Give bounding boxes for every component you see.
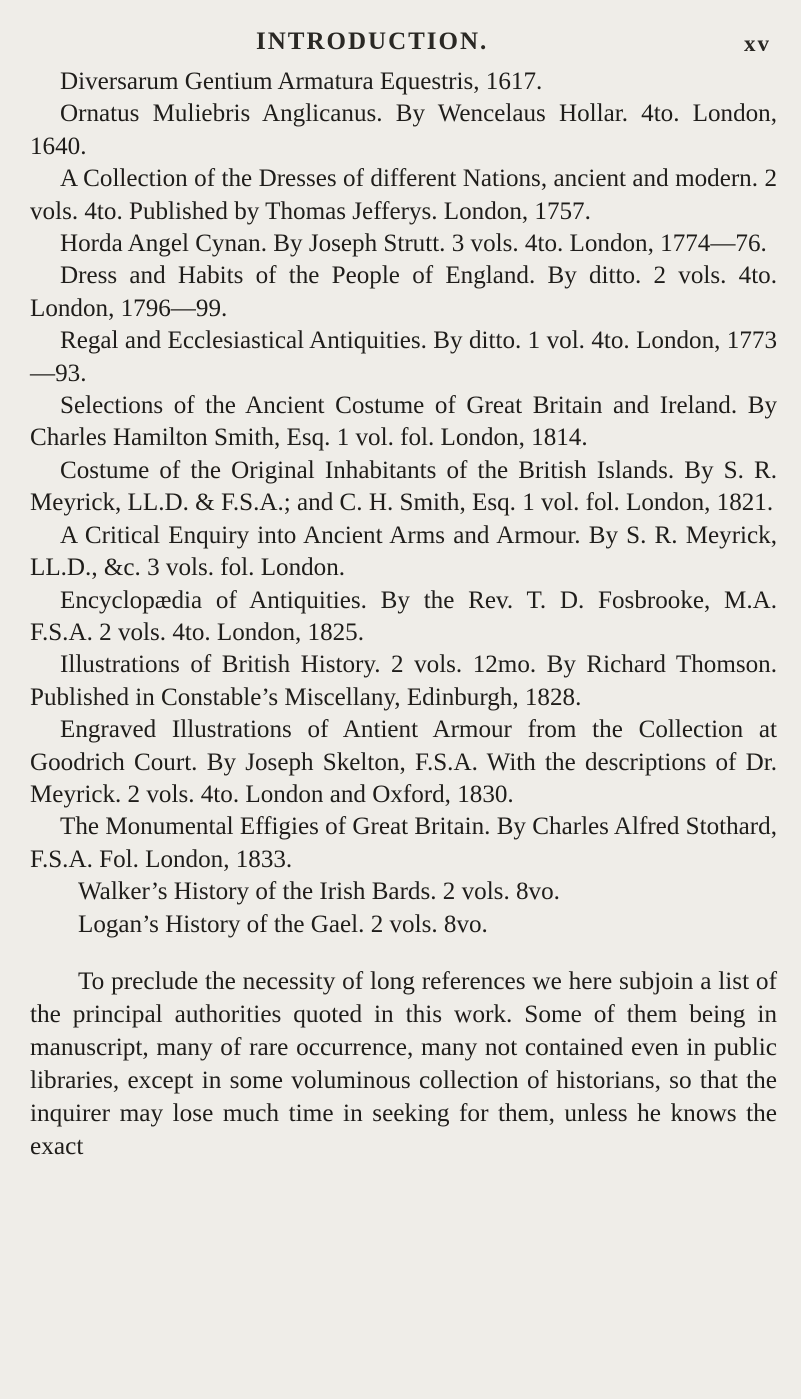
bibliography-entry: Logan’s History of the Gael. 2 vols. 8vo. bbox=[78, 910, 488, 938]
bibliography-entry: Diversarum Gentium Armatura Equestris, 1617. bbox=[60, 68, 543, 95]
bibliography-entry: The Monumental Effigies of Great Britain. By Charles Alfred Stothard, F.S.A. Fol. London, 1833. bbox=[30, 813, 777, 873]
bibliography-entry: Regal and Ecclesiastical Antiquities. By ditto. 1 vol. 4to. London, 1773—93. bbox=[30, 327, 777, 387]
bibliography-entry: Dress and Habits of the People of England. By ditto. 2 vols. 4to. London, 1796—99. bbox=[30, 262, 777, 322]
bibliography-entry: Engraved Illustrations of Antient Armour from the Collection at Goodrich Court. By Joseph Skelton, F.S.A. With the descriptions of Dr. Meyrick. 2 vols. 4to. London and Oxford, 1830. bbox=[30, 716, 777, 808]
running-head bbox=[30, 28, 777, 62]
running-title: INTRODUCTION. bbox=[256, 28, 489, 55]
bibliography-list bbox=[30, 66, 777, 941]
bibliography-entry: Ornatus Muliebris Anglicanus. By Wencelaus Hollar. 4to. London, 1640. bbox=[30, 100, 777, 160]
bibliography-entry: Selections of the Ancient Costume of Great Britain and Ireland. By Charles Hamilton Smith, Esq. 1 vol. fol. London, 1814. bbox=[30, 392, 777, 452]
page-number: xv bbox=[744, 31, 771, 56]
bibliography-entry: A Critical Enquiry into Ancient Arms and Armour. By S. R. Meyrick, LL.D., &c. 3 vols. fol. London. bbox=[30, 521, 777, 582]
bibliography-entry: Illustrations of British History. 2 vols. 12mo. By Richard Thomson. Published in Constable’s Miscellany, Edinburgh, 1828. bbox=[30, 651, 777, 711]
bibliography-entry: Costume of the Original Inhabitants of the British Islands. By S. R. Meyrick, LL.D. & F.S.A.; and C. H. Smith, Esq. 1 vol. fol. London, 1821. bbox=[30, 456, 777, 517]
bibliography-entry: Encyclopædia of Antiquities. By the Rev. T. D. Fosbrooke, M.A. F.S.A. 2 vols. 4to. London, 1825. bbox=[30, 586, 777, 646]
bibliography-entry: Walker’s History of the Irish Bards. 2 vols. 8vo. bbox=[78, 878, 560, 906]
bibliography-entry: A Collection of the Dresses of different Nations, ancient and modern. 2 vols. 4to. Published by Thomas Jefferys. London, 1757. bbox=[30, 165, 777, 225]
closing-paragraph: To preclude the necessity of long references we here subjoin a list of the principal authorities quoted in this work. Some of them being in manuscript, many of rare occurrence, many not contained even in public libraries, except in some voluminous collection of historians, so that the inquirer may lose much time in seeking for them, unless he knows the exact bbox=[30, 966, 777, 1160]
bibliography-entry: Horda Angel Cynan. By Joseph Strutt. 3 vols. 4to. London, 1774—76. bbox=[60, 230, 767, 258]
